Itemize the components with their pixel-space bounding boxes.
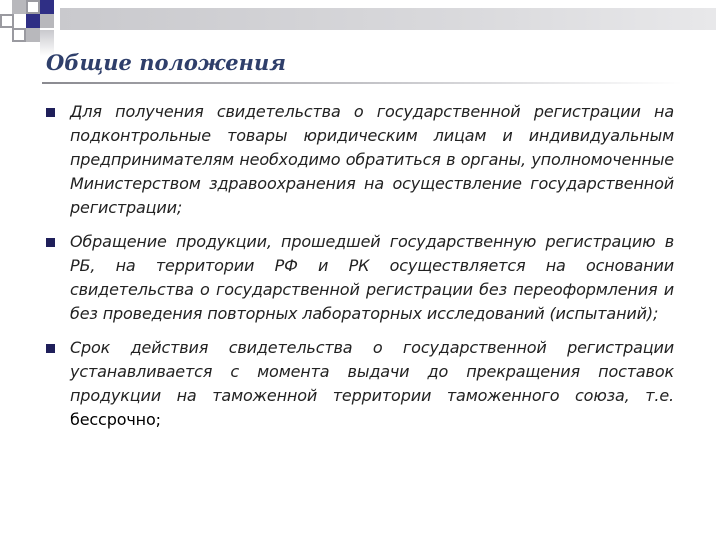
- list-item: [46, 100, 674, 220]
- list-item-text: Для получения свидетельства о государственной регистрации на подконтрольные товары юридическим лицам и индивидуальным предпринимателям необходимо обратиться в органы, уполномоченные Министерством здравоохранения на осуществление государственной регистрации;: [70, 102, 674, 217]
- list-item-text-main: Срок действия свидетельства о государственной регистрации устанавливается с момента выдачи до прекращения поставок продукции на таможенной территории таможенного союза, т.е.: [70, 338, 674, 405]
- slide-title: Общие положения: [46, 50, 286, 75]
- square-bullet-icon: [46, 344, 55, 353]
- decor-square: [40, 14, 54, 28]
- list-item-text: [70, 336, 674, 432]
- square-bullet-icon: [46, 108, 55, 117]
- header-bar: [60, 8, 716, 30]
- decor-square: [12, 28, 26, 42]
- bullet-list: [46, 100, 674, 442]
- decor-square: [40, 0, 54, 14]
- title-divider: [42, 82, 682, 84]
- square-bullet-icon: [46, 238, 55, 247]
- decor-square: [26, 28, 40, 42]
- decor-square: [26, 0, 40, 14]
- list-item: [46, 230, 674, 326]
- list-item-text: Обращение продукции, прошедшей государственную регистрацию в РБ, на территории РФ и РК осуществляется на основании свидетельства о государственной регистрации без переоформления и без проведения повторных лабораторных исследований (испытаний);: [70, 232, 674, 323]
- decor-square: [26, 14, 40, 28]
- list-item: [46, 336, 674, 432]
- decor-square: [12, 0, 26, 14]
- emphasis-text: бессрочно;: [70, 410, 161, 429]
- decor-square: [0, 14, 14, 28]
